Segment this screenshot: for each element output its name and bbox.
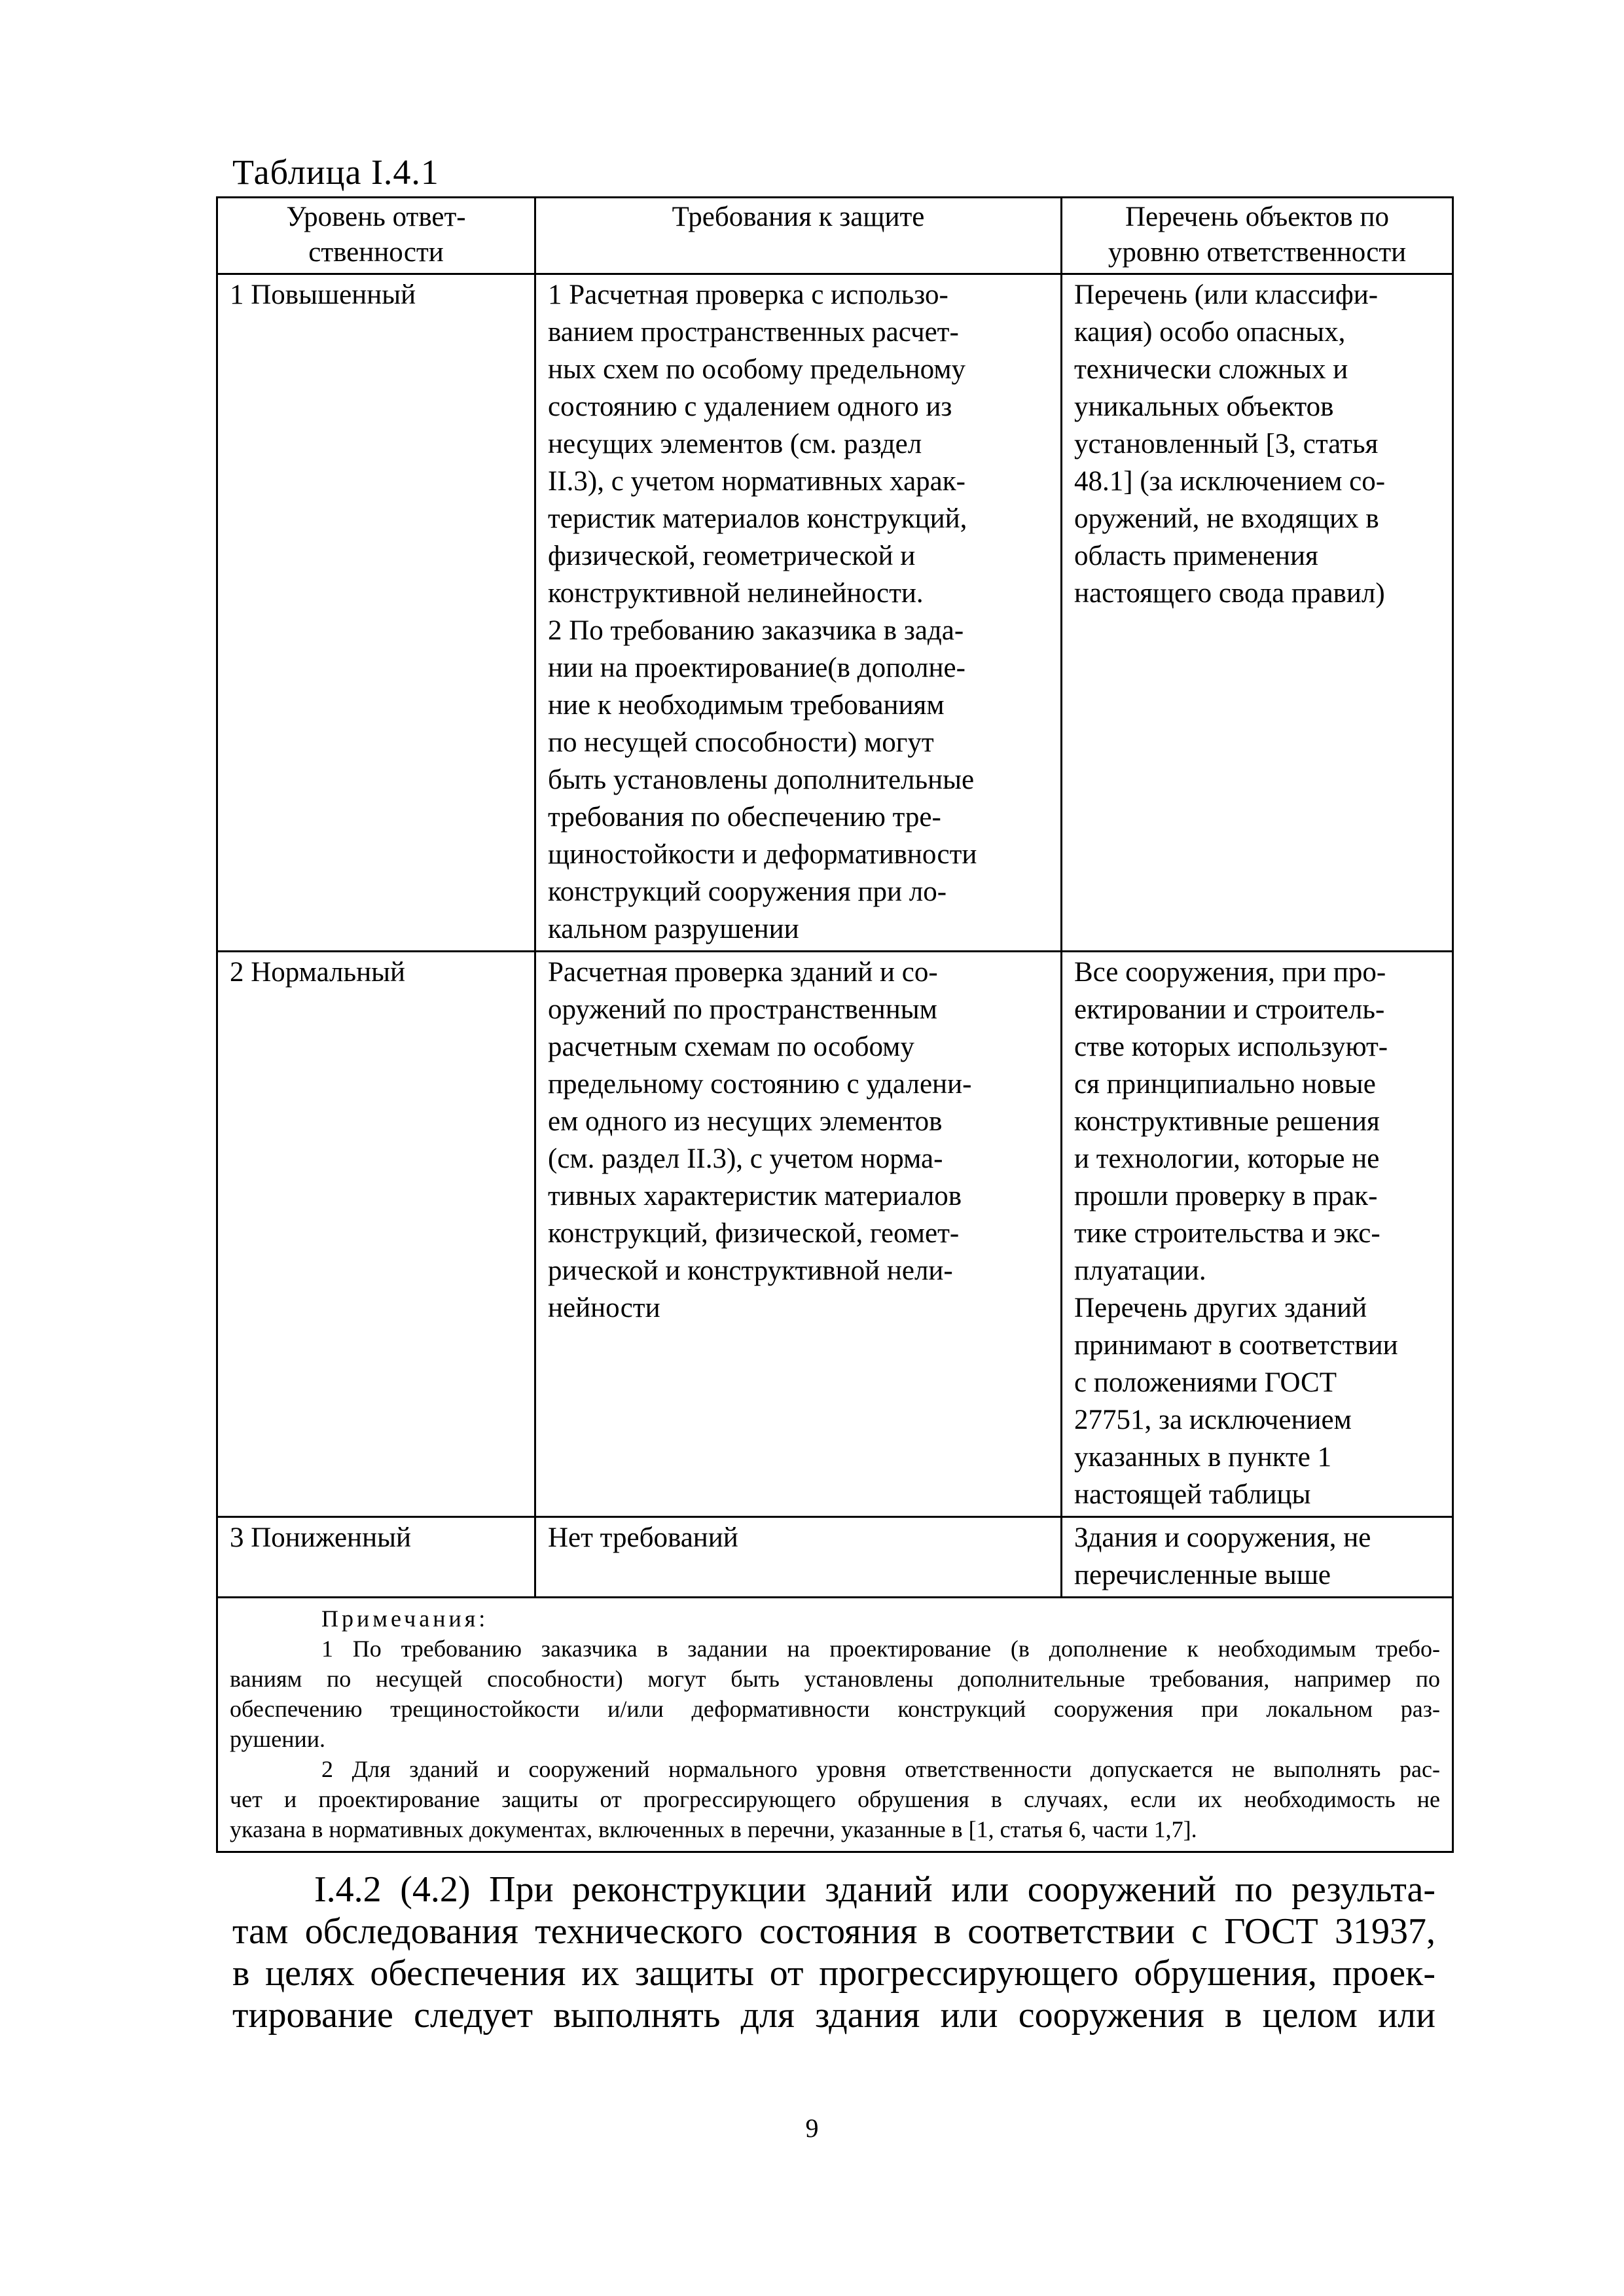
cell-line: несущих элементов (см. раздел (548, 429, 922, 459)
cell-line: оружений по пространственным (548, 994, 937, 1025)
note-line: ваниям по несущей способности) могут быть установлены дополнительные требования, например по (230, 1666, 1440, 1692)
cell-line: стве которых используют- (1074, 1031, 1388, 1062)
cell-line: 1 Повышенный (230, 279, 416, 310)
cell-line: Перечень других зданий (1074, 1293, 1367, 1323)
cell-line: физической, геометрической и (548, 541, 916, 571)
cell-line: рической и конструктивной нели- (548, 1255, 953, 1286)
cell-line: теристик материалов конструкций, (548, 503, 967, 534)
cell-requirements (535, 274, 1062, 952)
cell-line: настоящей таблицы (1074, 1479, 1311, 1510)
cell-line: 1 Расчетная проверка с использо- (548, 279, 948, 310)
table-caption: Таблица I.4.1 (232, 152, 439, 192)
cell-line: быть установлены дополнительные (548, 764, 975, 795)
cell-line: 48.1] (за исключением со- (1074, 466, 1386, 497)
responsibility-table (216, 196, 1454, 1853)
header-objects (1062, 198, 1453, 274)
note-line: рушении. (230, 1726, 326, 1752)
header-level-line: ственности (308, 237, 444, 268)
cell-line: нейности (548, 1293, 660, 1323)
table-row-level-1 (217, 274, 1453, 952)
cell-line: с положениями ГОСТ (1074, 1367, 1337, 1398)
cell-line: Нет требований (548, 1522, 738, 1553)
cell-line: конструкций, физической, геомет- (548, 1218, 960, 1249)
cell-line: Все сооружения, при про- (1074, 957, 1386, 988)
cell-line: Здания и сооружения, не (1074, 1522, 1371, 1553)
cell-line: установленный [3, статья (1074, 429, 1379, 459)
cell-line: ем одного из несущих элементов (548, 1106, 943, 1137)
note-line: 1 По требованию заказчика в задании на проектирование (в дополнение к необходимым требо- (321, 1636, 1440, 1662)
cell-line: ных схем по особому предельному (548, 354, 966, 385)
cell-requirements (535, 1517, 1062, 1598)
cell-line: ванием пространственных расчет- (548, 317, 959, 348)
note-line: обеспечению трещиностойкости и/или деформативности конструкций сооружения при локальном раз- (230, 1696, 1440, 1722)
notes-title: Примечания: (321, 1605, 489, 1632)
note-line: чет и проектирование защиты от прогрессирующего обрушения в случаях, если их необходимость не (230, 1786, 1440, 1812)
header-objects-line: Перечень объектов по (1125, 202, 1389, 232)
cell-line: конструктивные решения (1074, 1106, 1380, 1137)
header-level (217, 198, 535, 274)
body-line: тирование следует выполнять для здания или сооружения в целом или (232, 1995, 1435, 2036)
cell-line: 2 Нормальный (230, 957, 406, 988)
body-paragraph (232, 1869, 1435, 2036)
cell-line: расчетным схемам по особому (548, 1031, 914, 1062)
body-line: I.4.2 (4.2) При реконструкции зданий или сооружений по результа- (314, 1869, 1435, 1910)
cell-line: щиностойкости и деформативности (548, 839, 977, 870)
cell-requirements (535, 952, 1062, 1517)
cell-line: технически сложных и (1074, 354, 1348, 385)
page-number: 9 (805, 2113, 819, 2143)
cell-line: кация) особо опасных, (1074, 317, 1346, 348)
cell-line: по несущей способности) могут (548, 727, 934, 758)
cell-line: нии на проектирование(в дополне- (548, 653, 965, 683)
cell-line: Перечень (или классифи- (1074, 279, 1379, 310)
cell-level (217, 1517, 535, 1598)
cell-line: уникальных объектов (1074, 391, 1334, 422)
header-level-line: Уровень ответ- (286, 202, 466, 232)
body-line: в целях обеспечения их защиты от прогрессирующего обрушения, проек- (232, 1953, 1435, 1994)
cell-line: ся принципиально новые (1074, 1069, 1376, 1100)
cell-line: 2 По требованию заказчика в зада- (548, 615, 964, 646)
body-line: там обследования технического состояния в соответствии с ГОСТ 31937, (232, 1911, 1435, 1952)
cell-line: состоянию с удалением одного из (548, 391, 952, 422)
cell-line: ние к необходимым требованиям (548, 690, 945, 721)
cell-level (217, 274, 535, 952)
table-notes (217, 1598, 1453, 1852)
note-line: 2 Для зданий и сооружений нормального уровня ответственности допускается не выполнять рас- (321, 1756, 1440, 1782)
header-requirements-line: Требования к защите (672, 202, 925, 232)
table-row-level-2 (217, 952, 1453, 1517)
cell-objects (1062, 1517, 1453, 1598)
cell-line: предельному состоянию с удалени- (548, 1069, 972, 1100)
cell-line: конструктивной нелинейности. (548, 578, 924, 609)
cell-line: настоящего свода правил) (1074, 578, 1385, 609)
note-line: указана в нормативных документах, включенных в перечни, указанные в [1, статья 6, части 1,7]. (230, 1816, 1197, 1842)
header-objects-line: уровню ответственности (1108, 237, 1407, 268)
cell-line: II.3), с учетом нормативных харак- (548, 466, 965, 497)
cell-line: Расчетная проверка зданий и со- (548, 957, 938, 988)
cell-line: область применения (1074, 541, 1318, 571)
header-requirements (535, 198, 1062, 274)
cell-line: прошли проверку в прак- (1074, 1181, 1378, 1211)
cell-line: оружений, не входящих в (1074, 503, 1379, 534)
cell-line: перечисленные выше (1074, 1560, 1331, 1590)
cell-level (217, 952, 535, 1517)
cell-line: принимают в соответствии (1074, 1330, 1398, 1361)
cell-line: тике строительства и экс- (1074, 1218, 1380, 1249)
cell-line: и технологии, которые не (1074, 1143, 1380, 1174)
cell-objects (1062, 274, 1453, 952)
cell-line: плуатации. (1074, 1255, 1206, 1286)
cell-line: 27751, за исключением (1074, 1405, 1352, 1435)
cell-line: 3 Пониженный (230, 1522, 411, 1553)
cell-line: ектировании и строитель- (1074, 994, 1385, 1025)
cell-line: (см. раздел II.3), с учетом норма- (548, 1143, 943, 1174)
cell-line: конструкций сооружения при ло- (548, 876, 947, 907)
cell-line: требования по обеспечению тре- (548, 802, 941, 833)
cell-line: указанных в пункте 1 (1074, 1442, 1332, 1473)
table-row-level-3 (217, 1517, 1453, 1598)
cell-line: тивных характеристик материалов (548, 1181, 962, 1211)
cell-objects (1062, 952, 1453, 1517)
table-notes-row (217, 1598, 1453, 1852)
cell-line: кальном разрушении (548, 914, 799, 944)
table-header-row (217, 198, 1453, 274)
